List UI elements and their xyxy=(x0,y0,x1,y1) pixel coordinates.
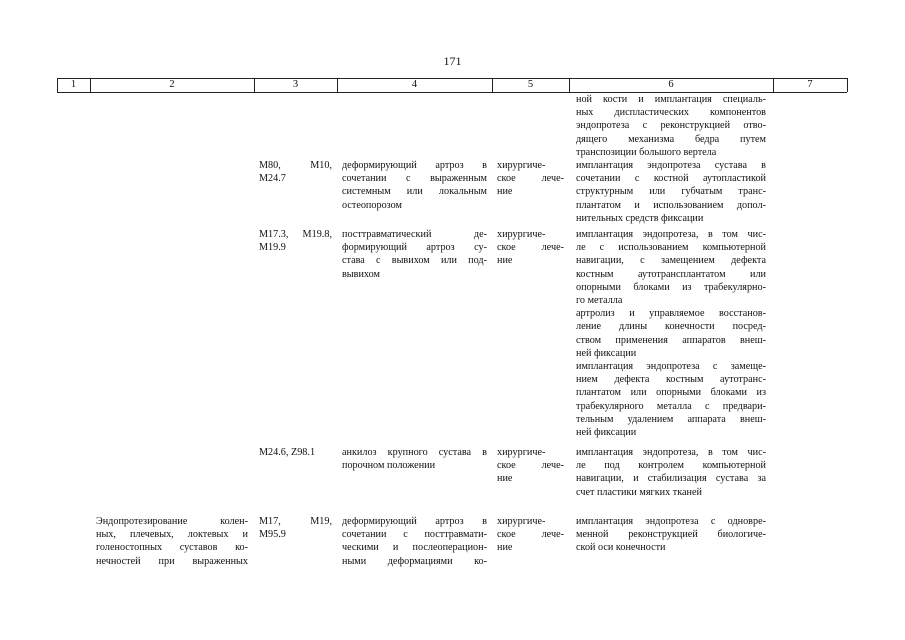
treatment-type xyxy=(497,515,564,555)
text-line: имплантация эндопротеза с замеще- xyxy=(576,361,766,373)
text-line: структурным или губчатым транс- xyxy=(576,186,766,198)
treatment-method xyxy=(576,228,766,439)
column-number: 2 xyxy=(169,79,175,90)
text-line: M17.3, M19.8, xyxy=(259,229,332,240)
column-number: 3 xyxy=(292,79,299,90)
treatment-type xyxy=(497,159,564,199)
text-line: го металла xyxy=(576,295,623,307)
text-line: дящего механизма бедра путем xyxy=(576,133,766,145)
column-number: 7 xyxy=(807,79,813,90)
text-line: ней фиксации xyxy=(576,427,637,439)
text-line: имплантация эндопротеза сустава в xyxy=(576,160,766,171)
text-line: ными деформациями ко- xyxy=(342,555,487,567)
text-line: ние xyxy=(497,542,513,554)
diagnosis-codes xyxy=(259,228,332,254)
text-line: хирургиче- xyxy=(497,516,546,527)
text-line: сочетании с посттравмати- xyxy=(342,529,487,541)
text-line: ское лече- xyxy=(497,460,564,472)
text-line: системным или локальным xyxy=(342,186,487,198)
text-line: ных, плечевых, локтевых и xyxy=(96,529,248,541)
text-line: порочном положении xyxy=(342,460,436,472)
patient-model xyxy=(342,515,487,568)
text-line: ское лече- xyxy=(497,242,564,254)
text-line: эндопротеза с реконструкцией отво- xyxy=(576,120,766,132)
text-line: M95.9 xyxy=(259,529,286,541)
text-line: ское лече- xyxy=(497,173,564,185)
text-line: опорными блоками из трабекулярно- xyxy=(576,281,766,293)
text-line: M17, M19, xyxy=(259,516,332,527)
treatment-type xyxy=(497,228,564,268)
text-line: имплантация эндопротеза, в том чис- xyxy=(576,229,766,240)
diagnosis-codes xyxy=(259,515,332,541)
text-line: ское лече- xyxy=(497,529,564,541)
text-line: ление длины конечности посред- xyxy=(576,321,766,333)
text-line: ние xyxy=(497,186,513,198)
text-line: ческими и послеоперацион- xyxy=(342,542,487,554)
text-line: остеопорозом xyxy=(342,199,402,211)
column-number: 5 xyxy=(527,79,534,90)
text-line: навигации, и стабилизация сустава за xyxy=(576,473,766,485)
diagnosis-codes xyxy=(259,159,332,185)
text-line: имплантация эндопротеза, в том чис- xyxy=(576,447,766,458)
text-line: M24.6, Z98.1 xyxy=(259,447,316,458)
patient-model xyxy=(342,228,487,281)
text-line: плантатом и использованием допол- xyxy=(576,199,766,211)
text-line: счет пластики мягких тканей xyxy=(576,486,702,498)
text-line: ней фиксации xyxy=(576,347,637,359)
treatment-method xyxy=(576,515,766,555)
text-line: M80, M10, xyxy=(259,160,332,171)
text-line: транспозиции большого вертела xyxy=(576,146,717,158)
text-line: нием дефекта костным аутотранс- xyxy=(576,374,766,386)
treatment-method xyxy=(576,446,766,499)
text-line: артролиз и управляемое восстанов- xyxy=(576,308,766,320)
text-line: нительных средств фиксации xyxy=(576,212,704,224)
text-line: менной реконструкцией биологиче- xyxy=(576,529,766,541)
text-line: ской оси конечности xyxy=(576,542,666,554)
text-line: навигации, с замещением дефекта xyxy=(576,255,766,267)
text-line: деформирующий артроз в xyxy=(342,160,487,171)
text-line: деформирующий артроз в xyxy=(342,516,487,527)
treatment-type xyxy=(497,446,564,486)
text-line: хирургиче- xyxy=(497,447,546,458)
text-line: сочетании с костной аутопластикой xyxy=(576,173,766,185)
page-number: 171 xyxy=(443,54,462,68)
text-line: Эндопротезирование колен- xyxy=(96,516,248,527)
column-number: 6 xyxy=(668,79,674,90)
text-line: формирующий артроз су- xyxy=(342,242,487,254)
text-line: костным аутотрансплантатом или xyxy=(576,268,766,280)
text-line: ле под контролем компьютерной xyxy=(576,460,766,472)
text-line: ние xyxy=(497,473,513,485)
text-line: нечностей при выраженных xyxy=(96,555,248,567)
text-line: ной кости и имплантация специаль- xyxy=(576,94,766,105)
text-line: ных диспластических компонентов xyxy=(576,107,766,119)
text-line: ле с использованием компьютерной xyxy=(576,242,766,254)
text-line: голеностопных суставов ко- xyxy=(96,542,248,554)
text-line: трабекулярного металла с предвари- xyxy=(576,400,766,412)
text-line: вывихом xyxy=(342,268,380,280)
text-line: ние xyxy=(497,255,513,267)
text-line: става с вывихом или под- xyxy=(342,255,487,267)
treatment-method xyxy=(576,159,766,225)
patient-model xyxy=(342,446,487,472)
text-line: сочетании с выраженным xyxy=(342,173,487,185)
diagnosis-codes xyxy=(259,446,332,459)
procedure-group-name xyxy=(96,515,248,568)
text-line: хирургиче- xyxy=(497,160,546,171)
continuation-col6 xyxy=(576,93,766,159)
text-line: M24.7 xyxy=(259,173,286,185)
patient-model xyxy=(342,159,487,212)
text-line: ством применения аппаратов внеш- xyxy=(576,334,766,346)
text-line: анкилоз крупного сустава в xyxy=(342,447,487,458)
text-line: плантатом или опорными блоками из xyxy=(576,387,766,399)
text-line: хирургиче- xyxy=(497,229,546,240)
text-line: посттравматический де- xyxy=(342,229,487,240)
text-line: тельным удалением аппарата внеш- xyxy=(576,413,766,425)
column-number: 4 xyxy=(411,79,418,90)
column-divider xyxy=(847,78,848,92)
text-line: имплантация эндопротеза с одновре- xyxy=(576,516,766,527)
text-line: M19.9 xyxy=(259,242,286,254)
column-number: 1 xyxy=(70,79,77,90)
